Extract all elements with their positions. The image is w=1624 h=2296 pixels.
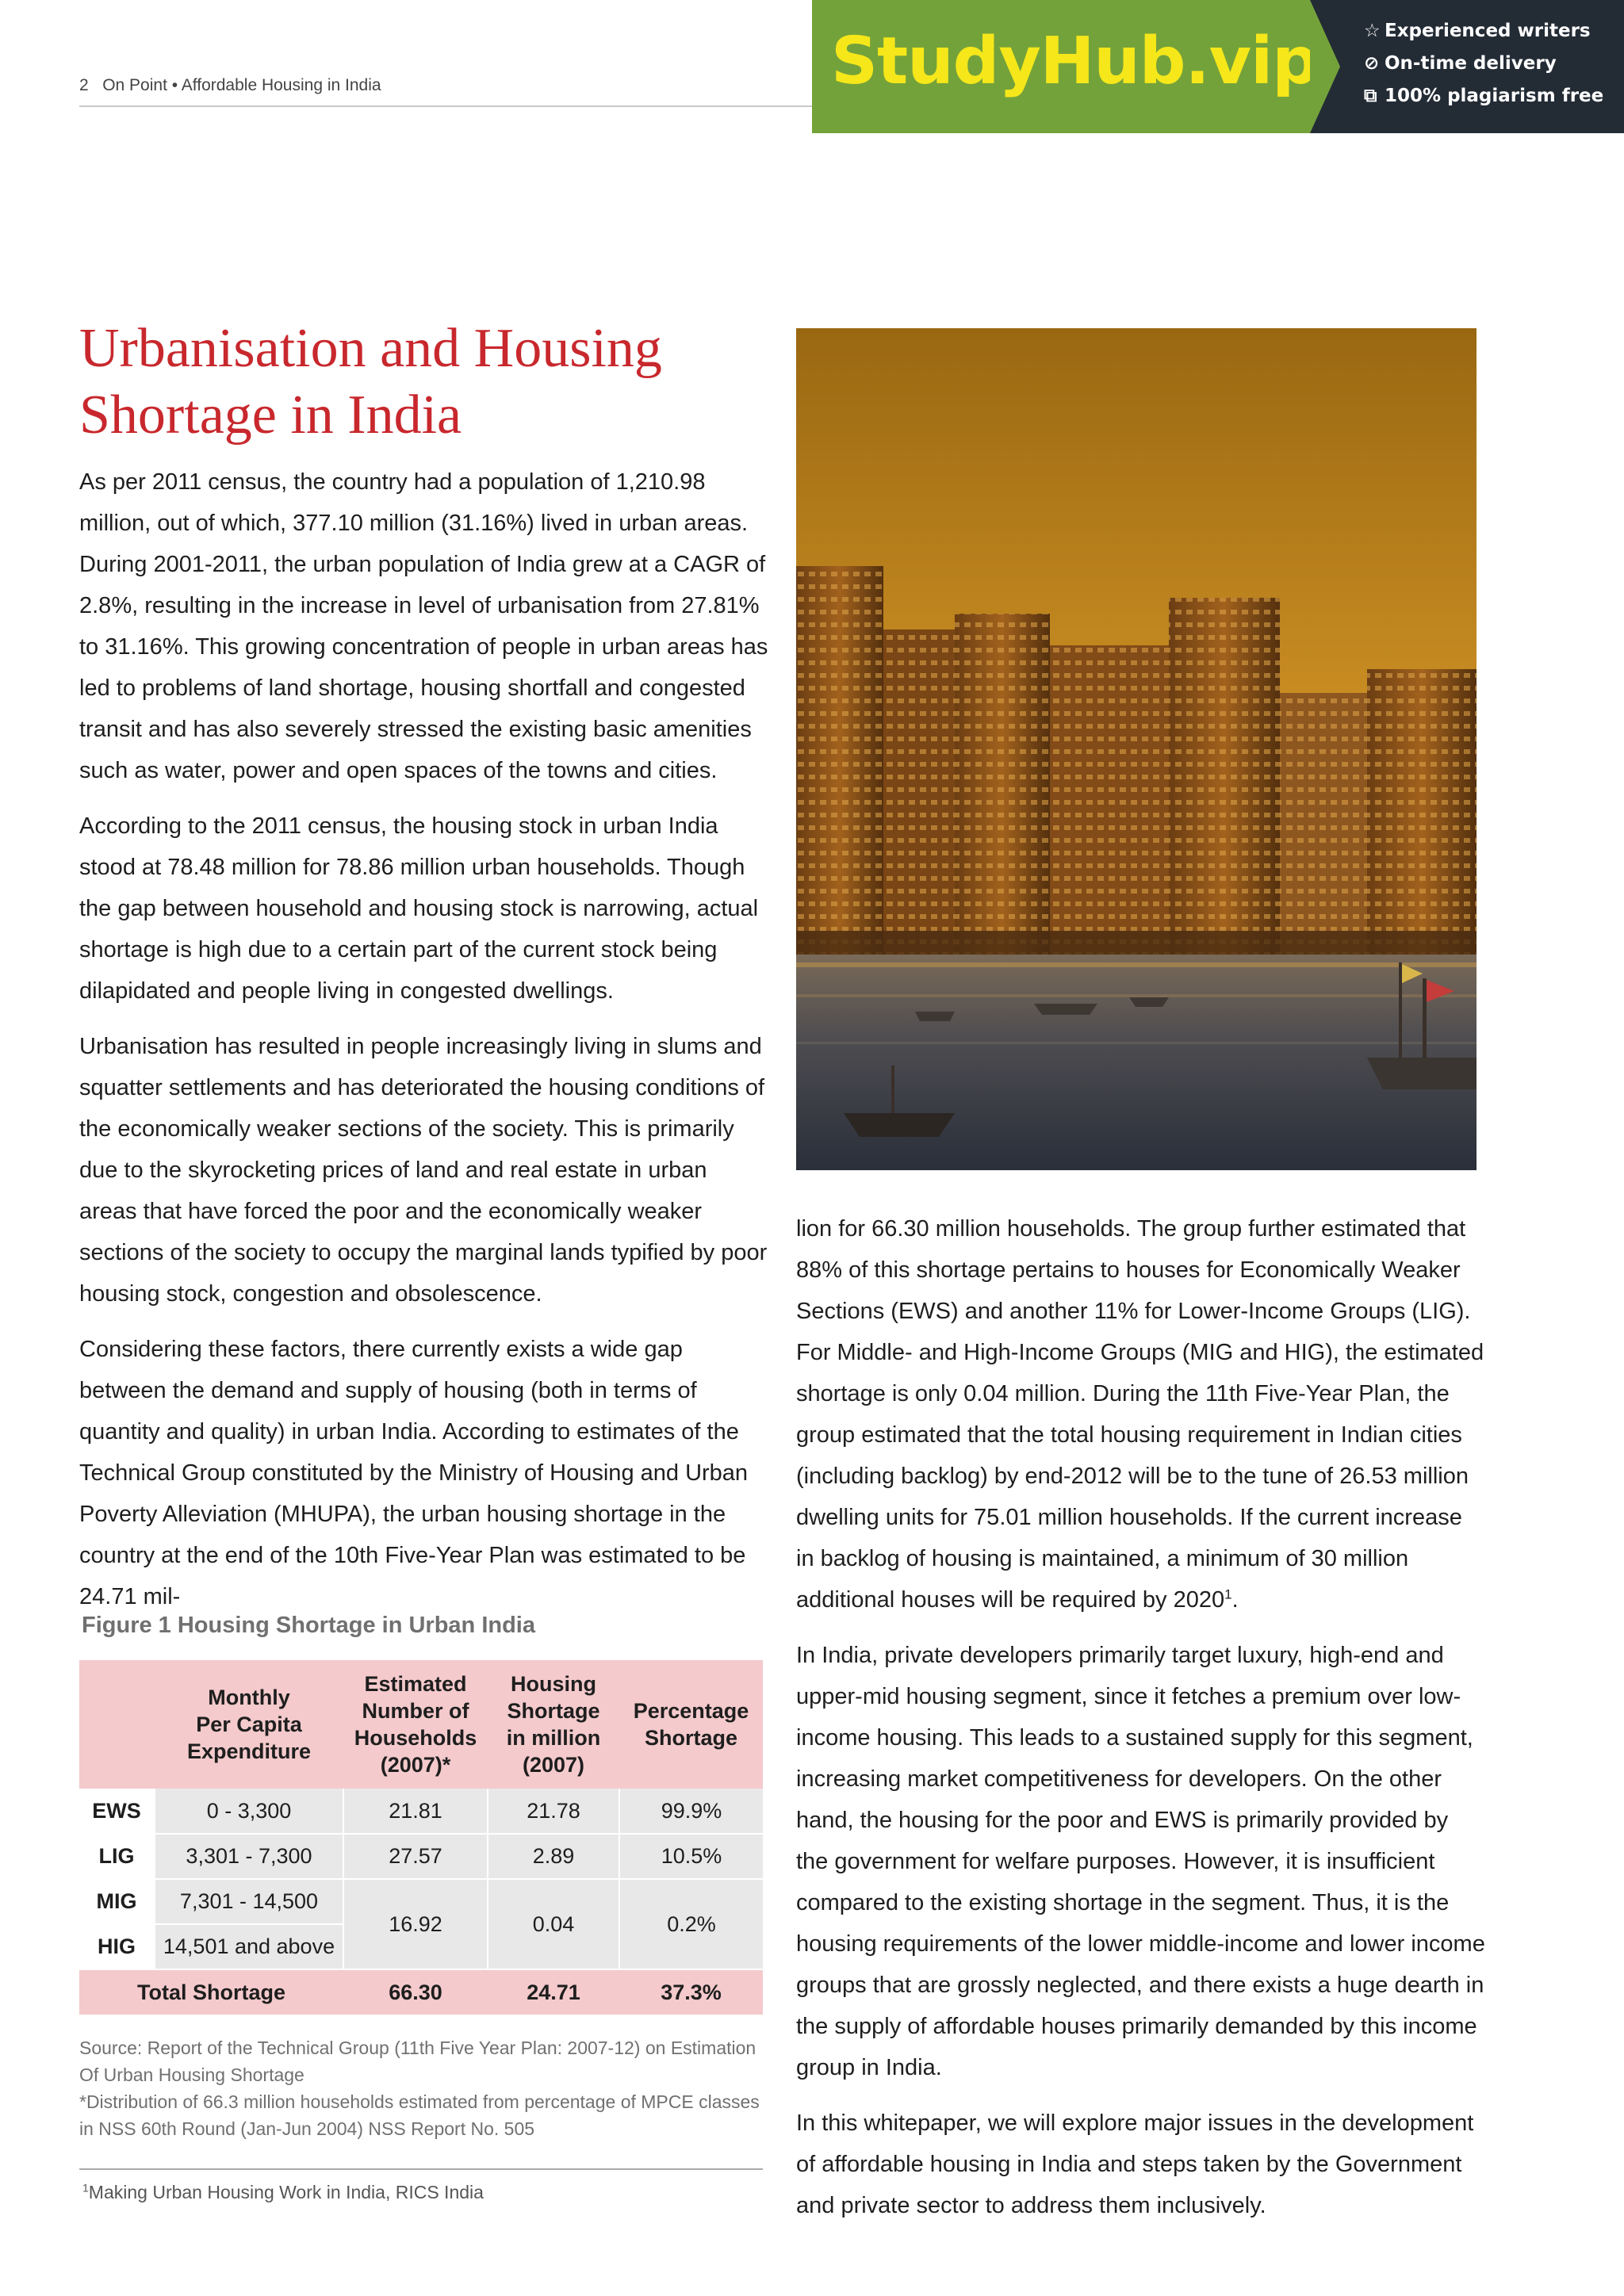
ad-feature-label: Experienced writers	[1385, 21, 1591, 41]
heading-line-2: Shortage in India	[79, 385, 462, 446]
note-line-1: *Distribution of 66.3 million households estimated from percentage of MPCE classes	[79, 2091, 760, 2112]
cell-percentage-combined: 0.2%	[619, 1879, 763, 1969]
paragraph-shortage-estimate	[796, 1208, 1486, 1621]
ad-feature-writers	[1364, 21, 1624, 53]
total-shortage: 24.71	[527, 1980, 580, 2004]
paragraph-shortage-text: lion for 66.30 million households. The group further estimated that 88% of this shortage pertains to houses for Economically Weaker Sections (EWS) and another 11% for Lower-Income Groups (LIG). For Middle- and High-Income Groups (MIG and HIG), the estimated shortage is only 0.04 million. During the 11th Five-Year Plan, the group estimated that the total housing requirement in Indian cities (including backlog) by end-2012 will be to the tune of 26.53 million dwelling units for 75.01 million households. If the current increase in backlog of housing is maintained, a minimum of 30 million additional houses will be required by 2020	[796, 1216, 1484, 1613]
paragraph-demand-supply: Considering these factors, there currently exists a wide gap between the demand and supply of housing (both in terms of quantity and quality) in urban India. According to estimates of the Technical Group constituted by the Ministry of Housing and Urban Poverty Alleviation (MHUPA), the urban housing shortage in the country at the end of the 10th Five-Year Plan was estimated to be 24.71 mil-	[79, 1337, 749, 1609]
page-heading	[79, 316, 761, 449]
left-column	[79, 461, 769, 1632]
cell-mpce: 7,301 - 14,500	[155, 1879, 343, 1924]
city-skyline-illustration	[796, 328, 1477, 1170]
figure-caption: Figure 1 Housing Shortage in Urban India	[82, 1613, 535, 1638]
total-households: 66.30	[389, 1980, 442, 2004]
footnote	[82, 2182, 484, 2203]
cell-percentage: 99.9%	[619, 1789, 763, 1834]
paragraph-census: As per 2011 census, the country had a population of 1,210.98 million, out of which, 377.10 million (31.16%) lived in urban areas. During 2001-2011, the urban population of India grew at a CAGR of 2.8%, resulting in the increase in level of urbanisation from 27.81% to 31.16%. This growing concentration of people in urban areas has led to problems of land shortage, housing shortfall and congested transit and has also severely stressed the existing basic amenities such as water, power and open spaces of the towns and cities.	[79, 469, 768, 783]
ad-feature-delivery	[1364, 53, 1624, 86]
copy-icon: ⧉	[1364, 86, 1377, 106]
header-households: Estimated Number of Households (2007)*	[354, 1672, 477, 1777]
city-skyline-photo	[796, 328, 1477, 1170]
page-number: 2	[79, 76, 89, 94]
table-total-row	[79, 1969, 763, 2015]
ad-banner[interactable]	[812, 0, 1624, 133]
paragraph-private-developers: In India, private developers primarily target luxury, high-end and upper-mid housing segment, since it fetches a premium over low-income housing. This leads to a sustained supply for this segment, increasing market competitiveness for developers. On the other hand, the housing for the poor and EWS is primarily provided by the government for welfare purposes. However, it is insufficient compared to the existing shortage in the segment. Thus, it is the housing requirements of the lower middle-income and lower income groups that are grossly neglected, and there exists a huge dearth in the supply of affordable houses primarily demanded by this income group in India.	[796, 1643, 1485, 2080]
ad-feature-label: On-time delivery	[1385, 53, 1557, 74]
paragraph-slums: Urbanisation has resulted in people increasingly living in slums and squatter settlements and has deteriorated the housing conditions of the economically weaker sections of the society. This is primarily due to the skyrocketing prices of land and real estate in urban areas that have forced the poor and the economically weaker sections of the society to occupy the marginal lands typified by poor housing stock, congestion and obsolescence.	[79, 1034, 768, 1307]
footnote-text: Making Urban Housing Work in India, RICS India	[88, 2182, 484, 2202]
row-label: EWS	[79, 1789, 155, 1834]
table-header-row	[79, 1660, 763, 1789]
cell-mpce: 14,501 and above	[155, 1924, 343, 1969]
cell-shortage-combined: 0.04	[488, 1879, 619, 1969]
ad-feature-plagiarism	[1364, 86, 1624, 118]
footnote-marker: 1	[1224, 1586, 1232, 1602]
table-row-ews	[79, 1789, 763, 1834]
cell-households: 27.57	[343, 1834, 488, 1879]
paragraph-housing-stock: According to the 2011 census, the housing stock in urban India stood at 78.48 million for 78.86 million urban households. Though the gap between household and housing stock is narrowing, actual shortage is high due to a certain part of the current stock being dilapidated and people living in congested dwellings.	[79, 813, 759, 1004]
paragraph-whitepaper-scope: In this whitepaper, we will explore major issues in the development of affordable housing in India and steps taken by the Government and private sector to address them inclusively.	[796, 2110, 1474, 2218]
source-line-2: Of Urban Housing Shortage	[79, 2064, 304, 2085]
total-percentage: 37.3%	[661, 1980, 722, 2004]
ad-features-panel	[1310, 0, 1624, 133]
running-title: On Point • Affordable Housing in India	[102, 76, 381, 94]
heading-line-1: Urbanisation and Housing	[79, 318, 662, 379]
ad-brand-logo[interactable]: StudyHub.vip	[831, 24, 1318, 99]
row-label: LIG	[79, 1834, 155, 1879]
row-label: MIG	[79, 1879, 155, 1924]
source-line-1: Source: Report of the Technical Group (11th Five Year Plan: 2007-12) on Estimation	[79, 2038, 756, 2058]
table-row-mig	[79, 1879, 763, 1924]
table-source-notes	[79, 2034, 777, 2142]
header-group	[79, 1660, 155, 1789]
cell-mpce: 0 - 3,300	[155, 1789, 343, 1834]
cell-households: 21.81	[343, 1789, 488, 1834]
ad-feature-label: 100% plagiarism free	[1385, 86, 1604, 106]
header-rule	[79, 105, 812, 107]
cell-shortage: 2.89	[488, 1834, 619, 1879]
total-label: Total Shortage	[136, 1980, 285, 2004]
row-label: HIG	[79, 1924, 155, 1969]
footnote-rule	[79, 2168, 763, 2170]
cell-shortage: 21.78	[488, 1789, 619, 1834]
clock-icon: ⊘	[1364, 53, 1380, 74]
right-column	[796, 1208, 1486, 2241]
note-line-2: in NSS 60th Round (Jan-Jun 2004) NSS Report No. 505	[79, 2118, 535, 2139]
star-icon: ☆	[1364, 21, 1381, 41]
ad-brand-panel[interactable]	[812, 0, 1318, 133]
housing-shortage-table	[79, 1660, 763, 2015]
running-header	[79, 76, 381, 95]
cell-percentage: 10.5%	[619, 1834, 763, 1879]
header-mpce: Monthly Per Capita Expenditure	[186, 1686, 312, 1763]
cell-households-combined: 16.92	[343, 1879, 488, 1969]
paragraph-shortage-end: .	[1231, 1587, 1239, 1613]
table-row-lig	[79, 1834, 763, 1879]
header-shortage: Housing Shortage in million (2007)	[506, 1672, 601, 1777]
footnote-number: 1	[82, 2181, 89, 2195]
header-percentage: Percentage Shortage	[633, 1699, 749, 1750]
cell-mpce: 3,301 - 7,300	[155, 1834, 343, 1879]
